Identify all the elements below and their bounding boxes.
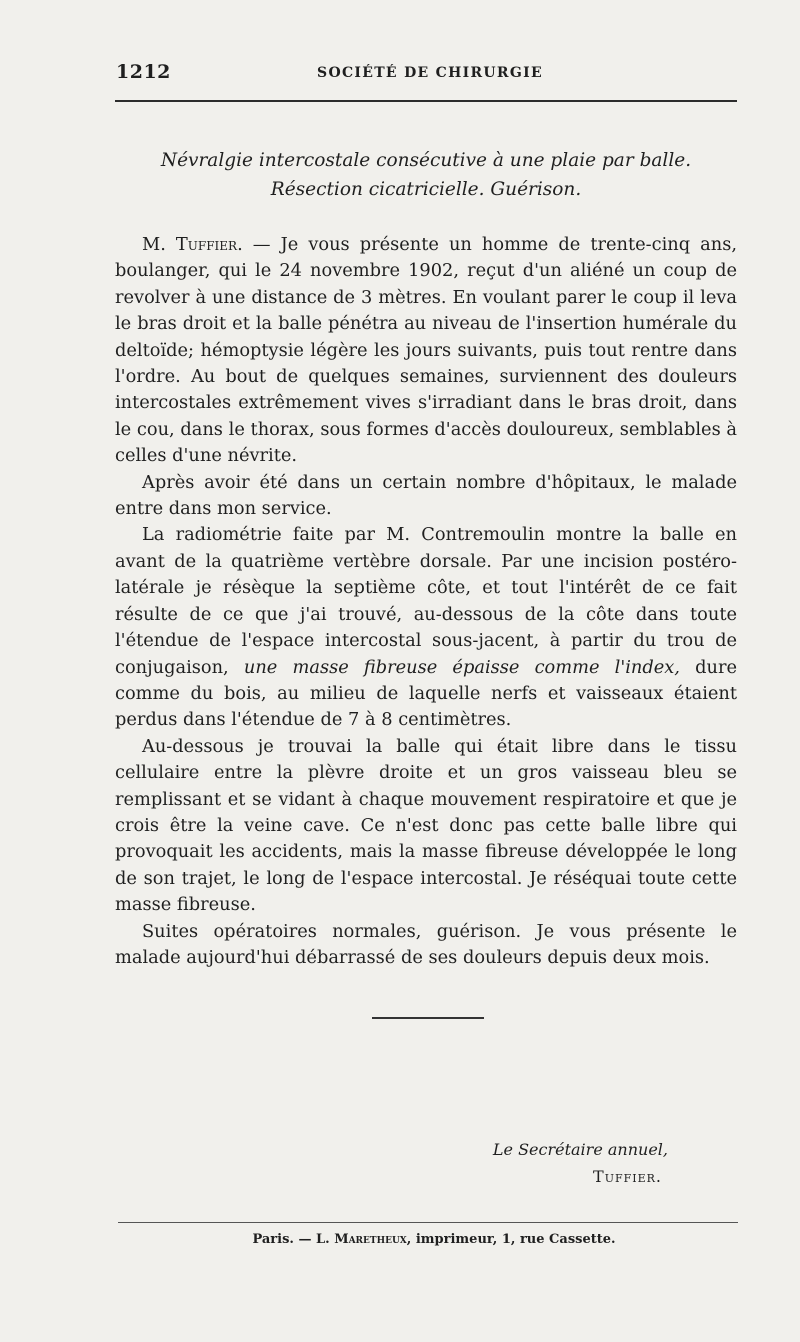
paragraph-3-text-b: dure comme du bois, au milieu de laquelle nerfs et vaisseaux étaient perdus dans l'étendue de 7 à 8 centimètres. — [115, 656, 738, 731]
page-number: 1212 — [116, 61, 171, 83]
paragraph-3-emphasis: une masse fibreuse épaisse comme l'index, — [243, 656, 680, 678]
paragraph-3-text-a: La radiométrie faite par M. Contremoulin montre la balle en avant de la quatrième vertèbre dorsale. Par une incision postéro-latérale je résèque la septième côte, et tout l'intérêt de ce fait résulte de ce que j'ai trouvé, au-dessous de la côte dans toute l'étendue de l'espace intercostal sous-jacent, à partir du trou de conjugaison, — [115, 524, 737, 678]
imprint-printer: Maretheux — [334, 1232, 407, 1247]
imprint-prefix: Paris. — L. — [252, 1232, 335, 1247]
article-title-line-2: Résection cicatricielle. Guérison. — [270, 179, 582, 200]
signature-title: Le Secrétaire annuel, — [492, 1140, 668, 1159]
article-title-line-1: Névralgie intercostale consécutive à une plaie par balle. — [160, 150, 692, 171]
signature-name: Tuffier. — [593, 1167, 662, 1186]
footer-rule — [118, 1222, 738, 1223]
paragraph-2: Après avoir été dans un certain nombre d'hôpitaux, le malade entre dans mon service. — [115, 471, 737, 520]
printer-imprint — [0, 1232, 800, 1247]
running-head: SOCIÉTÉ DE CHIRURGIE — [317, 65, 543, 81]
paragraph-1-text: — Je vous présente un homme de trente-cinq ans, boulanger, qui le 24 novembre 1902, reçut d'un aliéné un coup de revolver à une distance de 3 mètres. En voulant parer le coup il leva le bras droit et la balle pénétra au niveau de l'insertion humérale du deltoïde; hémoptysie légère les jours suivants, puis tout rentre dans l'ordre. Au bout de quelques semaines, surviennent des douleurs intercostales extrêmement vives s'irradiant dans le bras droit, dans le cou, dans le thorax, sous formes d'accès douloureux, semblables à celles d'une névrite. — [115, 234, 737, 467]
imprint-suffix: , imprimeur, 1, rue Cassette. — [406, 1232, 616, 1247]
speaker-name: M. Tuffier. — [142, 234, 243, 255]
paragraph-4: Au-dessous je trouvai la balle qui était libre dans le tissu cellulaire entre la plèvre droite et un gros vaisseau bleu se remplissant et se vidant à chaque mouvement respiratoire et que je crois être la veine cave. Ce n'est donc pas cette balle libre qui provoquait les accidents, mais la masse fibreuse développée le long de son trajet, le long de l'espace intercostal. Je réséquai toute cette masse fibreuse. — [115, 735, 737, 916]
article-title — [115, 146, 737, 204]
paragraph-5: Suites opératoires normales, guérison. Je vous présente le malade aujourd'hui débarrassé de ses douleurs depuis deux mois. — [115, 920, 737, 968]
header-rule — [115, 100, 737, 102]
signature-block — [400, 1136, 668, 1190]
article-body — [115, 232, 737, 971]
paragraph-3 — [115, 522, 737, 733]
section-end-rule — [372, 1017, 484, 1019]
paragraph-1 — [115, 232, 737, 470]
